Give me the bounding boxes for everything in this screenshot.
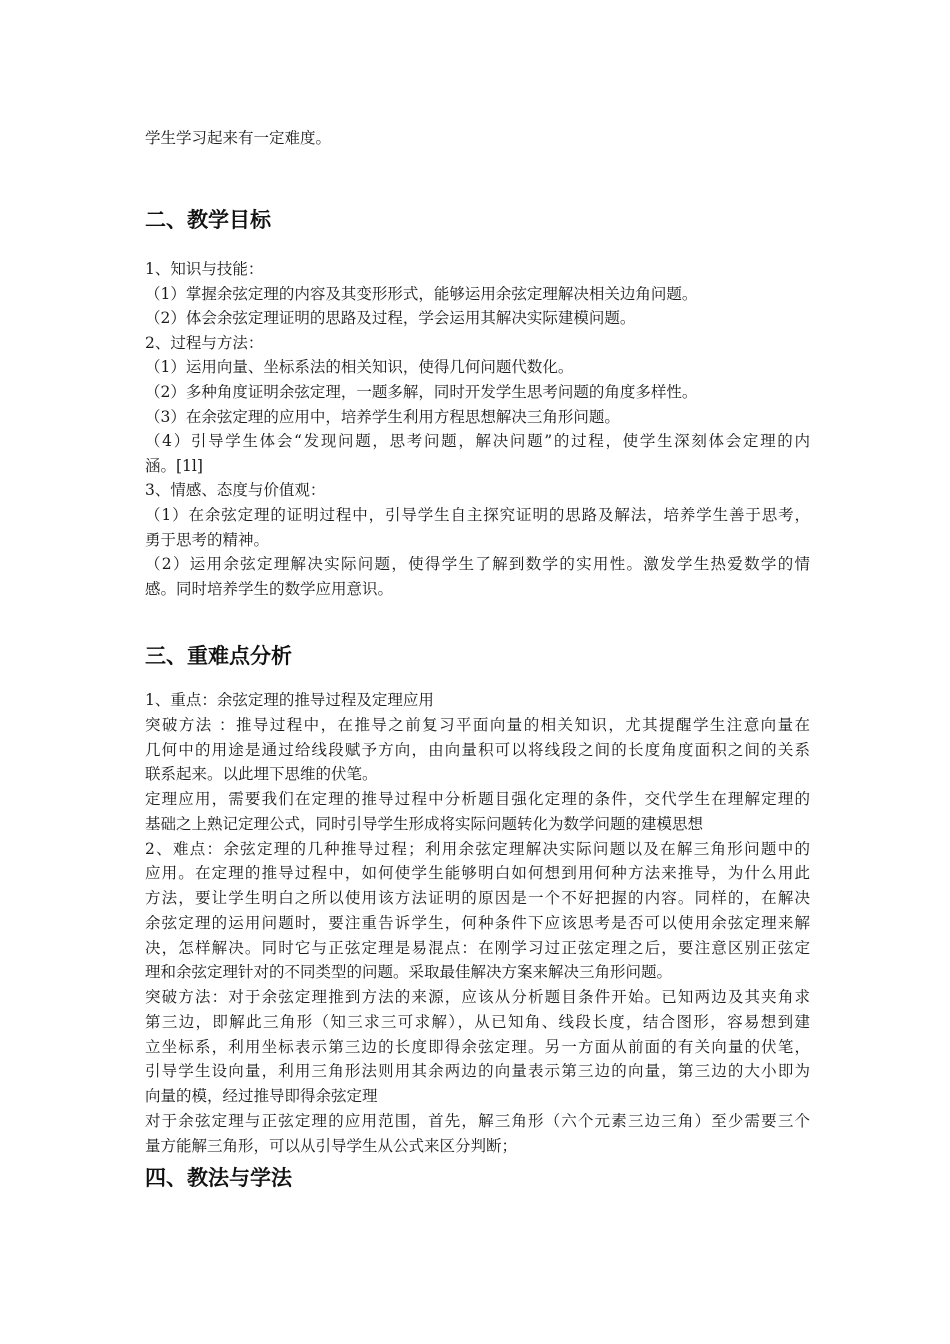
section3-heading: 三、重难点分析: [145, 644, 292, 668]
section3-line: 方法，要让学生明白之所以使用该方法证明的原因是一个不好把握的内容。同样的，在解决: [145, 889, 810, 907]
section3-line: 引导学生设向量，利用三角形法则用其余两边的向量表示第三边的向量，第三边的大小即为: [145, 1062, 810, 1081]
section3-line: 对于余弦定理与正弦定理的应用范围，首先，解三角形（六个元素三边三角）至少需要三个: [145, 1111, 810, 1130]
section2-line: 感。同时培养学生的数学应用意识。: [145, 579, 394, 598]
section2-line: （2）多种角度证明余弦定理，一题多解，同时开发学生思考问题的角度多样性。: [145, 383, 698, 401]
section4-heading: 四、教法与学法: [145, 1166, 292, 1190]
section2-line: 3、情感、态度与价值观：: [145, 481, 326, 500]
section3-line: 几何中的用途是通过给线段赋予方向，由向量积可以将线段之间的长度角度面积之间的关系: [145, 740, 810, 759]
section3-line: 联系起来。以此埋下思维的伏笔。: [145, 765, 378, 784]
section3-line: 基础之上熟记定理公式，同时引导学生形成将实际问题转化为数学问题的建模思想: [145, 814, 704, 833]
section3-line: 决，怎样解决。同时它与正弦定理是易混点：在刚学习过正弦定理之后，要注意区别正弦定: [145, 938, 810, 957]
section2-line: （1）掌握余弦定理的内容及其变形形式，能够运用余弦定理解决相关边角问题。: [145, 284, 698, 303]
section2-line: （1）运用向量、坐标系法的相关知识，使得几何问题代数化。: [145, 358, 574, 377]
section2-line: （2）体会余弦定理证明的思路及过程，学会运用其解决实际建模问题。: [145, 309, 636, 328]
section3-line: 突破方法：对于余弦定理推到方法的来源，应该从分析题目条件开始。已知两边及其夹角求: [145, 988, 810, 1006]
section3-line: 理和余弦定理针对的不同类型的问题。采取最佳解决方案来解决三角形问题。: [145, 963, 673, 982]
section3-line: 1、重点：余弦定理的推导过程及定理应用: [145, 691, 434, 709]
section3-line: 量方能解三角形，可以从引导学生从公式来区分判断；: [145, 1136, 518, 1155]
section3-line: 立坐标系，利用坐标表示第三边的长度即得余弦定理。另一方面从前面的有关向量的伏笔，: [145, 1037, 810, 1056]
section2-line: 勇于思考的精神。: [145, 530, 270, 549]
section2-line: 涵。[1l]: [145, 456, 203, 475]
section3-line: 向量的模，经过推导即得余弦定理: [145, 1087, 378, 1105]
section3-line: 突破方法 ：推导过程中，在推导之前复习平面向量的相关知识，尤其提醒学生注意向量在: [145, 715, 810, 734]
section2-line: （2）运用余弦定理解决实际问题，使得学生了解到数学的实用性。激发学生热爱数学的情: [145, 555, 810, 574]
section2-line: （4）引导学生体会“发现问题，思考问题，解决问题”的过程，使学生深刻体会定理的内: [145, 432, 810, 451]
section3-line: 余弦定理的运用问题时，要注重告诉学生，何种条件下应该思考是否可以使用余弦定理来解: [145, 913, 810, 932]
section2-heading: 二、教学目标: [145, 208, 271, 232]
section2-line: 2、过程与方法：: [145, 333, 264, 352]
section2-line: （1）在余弦定理的证明过程中，引导学生自主探究证明的思路及解法，培养学生善于思考，: [145, 506, 810, 524]
section3-line: 应用。在定理的推导过程中，如何使学生能够明白如何想到用何种方法来推导，为什么用此: [145, 864, 810, 883]
intro-tail-text: 学生学习起来有一定难度。: [145, 129, 332, 147]
section2-line: 1、知识与技能：: [145, 260, 264, 278]
section2-line: （3）在余弦定理的应用中，培养学生利用方程思想解决三角形问题。: [145, 407, 620, 426]
section3-line: 定理应用，需要我们在定理的推导过程中分析题目强化定理的条件，交代学生在理解定理的: [145, 790, 810, 808]
section3-line: 2、难点：余弦定理的几种推导过程；利用余弦定理解决实际问题以及在解三角形问题中的: [145, 839, 810, 858]
section3-line: 第三边，即解此三角形（知三求三可求解），从已知角、线段长度，结合图形，容易想到建: [145, 1012, 810, 1031]
